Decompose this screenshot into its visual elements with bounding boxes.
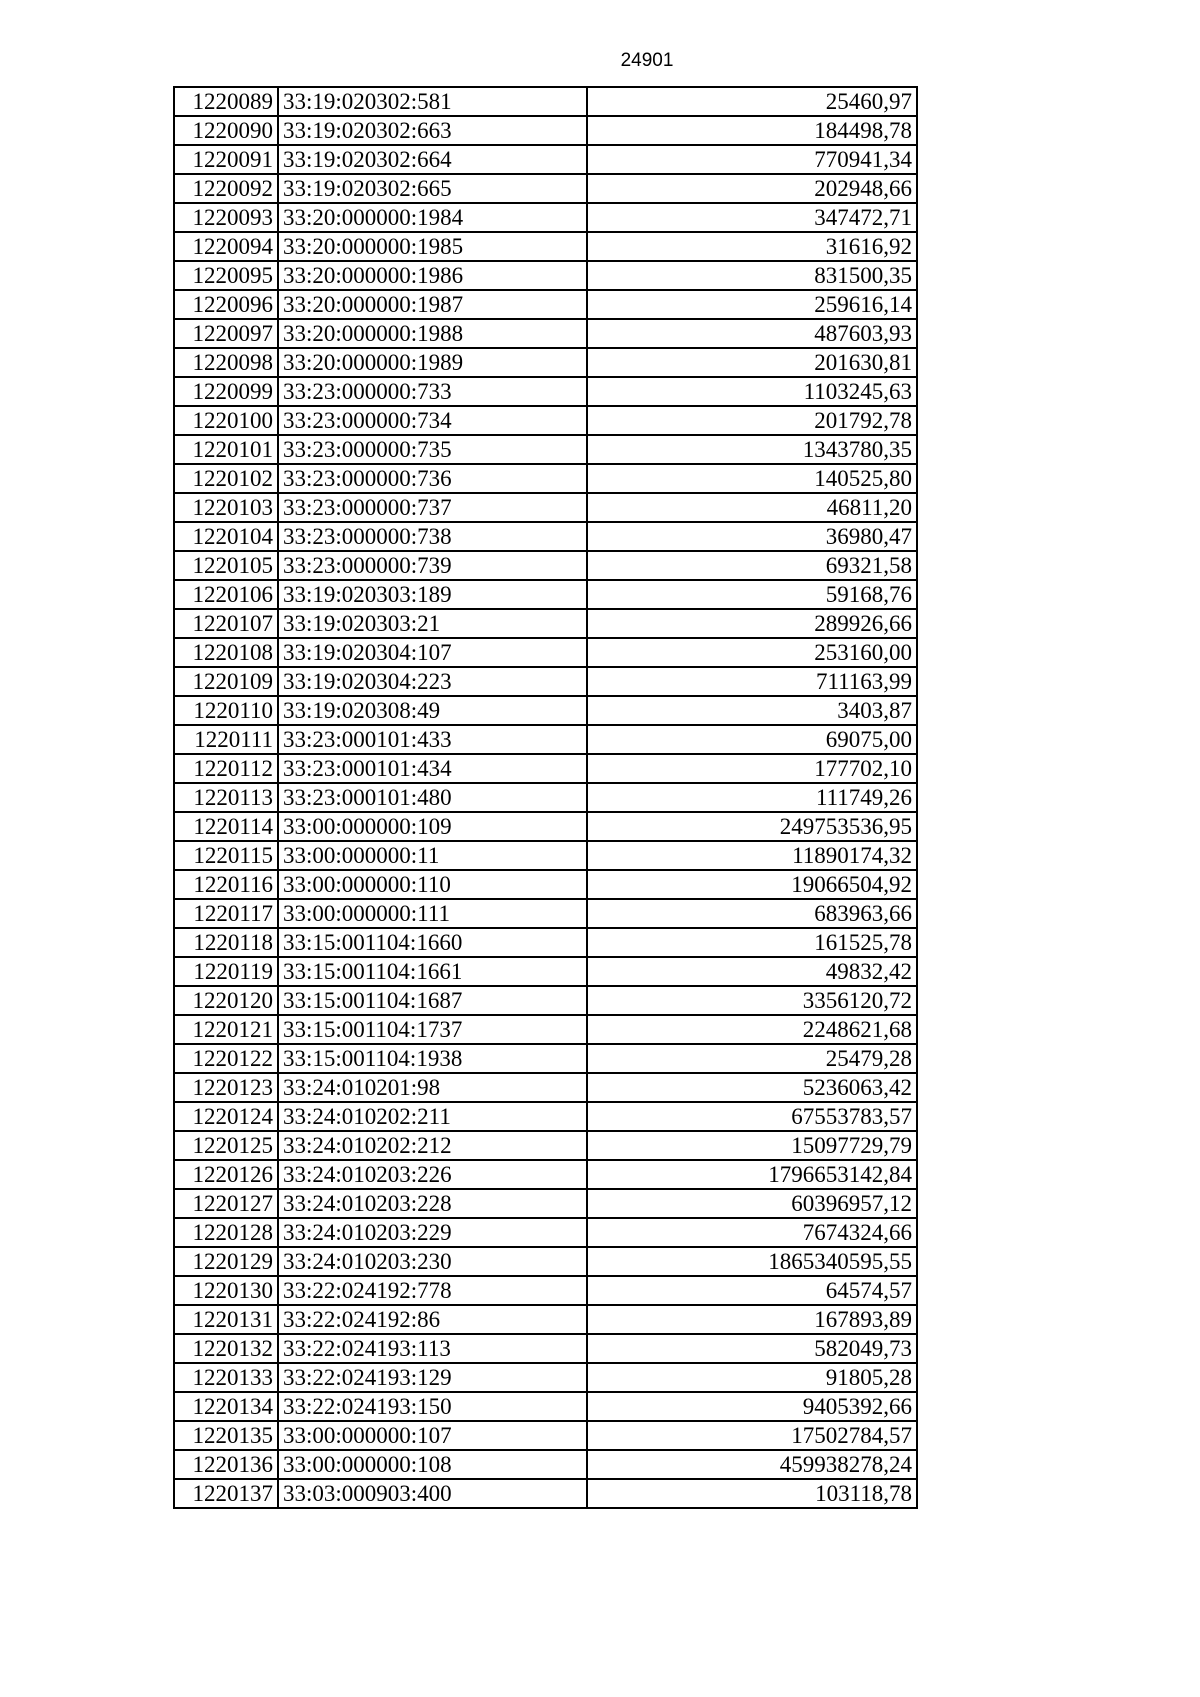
table-row [174, 522, 917, 551]
cadastral-value-cell: 60396957,12 [587, 1189, 917, 1218]
cadastral-value-cell: 17502784,57 [587, 1421, 917, 1450]
table-row [174, 696, 917, 725]
cadastral-value-cell: 7674324,66 [587, 1218, 917, 1247]
cadastral-value-cell: 347472,71 [587, 203, 917, 232]
cadastral-value-cell: 2248621,68 [587, 1015, 917, 1044]
cadastral-number-cell: 33:15:001104:1660 [278, 928, 587, 957]
table-row [174, 1276, 917, 1305]
page-number: 24901 [620, 50, 674, 71]
cadastral-number-cell: 33:20:000000:1986 [278, 261, 587, 290]
cadastral-number-cell: 33:24:010203:228 [278, 1189, 587, 1218]
table-row [174, 551, 917, 580]
cadastral-value-cell: 459938278,24 [587, 1450, 917, 1479]
cadastral-number-cell: 33:15:001104:1687 [278, 986, 587, 1015]
cadastral-number-cell: 33:19:020302:581 [278, 87, 587, 116]
cadastral-number-cell: 33:23:000000:738 [278, 522, 587, 551]
row-id-cell: 1220089 [174, 87, 278, 116]
cadastral-number-cell: 33:15:001104:1661 [278, 957, 587, 986]
table-row [174, 580, 917, 609]
row-id-cell: 1220101 [174, 435, 278, 464]
row-id-cell: 1220125 [174, 1131, 278, 1160]
cadastral-number-cell: 33:03:000903:400 [278, 1479, 587, 1508]
table-row [174, 609, 917, 638]
cadastral-number-cell: 33:22:024193:129 [278, 1363, 587, 1392]
cadastral-value-cell: 36980,47 [587, 522, 917, 551]
cadastral-value-cell: 1343780,35 [587, 435, 917, 464]
cadastral-number-cell: 33:23:000000:734 [278, 406, 587, 435]
cadastral-number-cell: 33:20:000000:1985 [278, 232, 587, 261]
cadastral-number-cell: 33:23:000000:737 [278, 493, 587, 522]
row-id-cell: 1220135 [174, 1421, 278, 1450]
cadastral-number-cell: 33:19:020303:189 [278, 580, 587, 609]
cadastral-value-cell: 111749,26 [587, 783, 917, 812]
cadastral-value-cell: 69075,00 [587, 725, 917, 754]
row-id-cell: 1220092 [174, 174, 278, 203]
row-id-cell: 1220100 [174, 406, 278, 435]
table-row [174, 667, 917, 696]
row-id-cell: 1220126 [174, 1160, 278, 1189]
cadastral-value-cell: 167893,89 [587, 1305, 917, 1334]
table-row [174, 1073, 917, 1102]
cadastral-number-cell: 33:19:020304:107 [278, 638, 587, 667]
table-row [174, 87, 917, 116]
row-id-cell: 1220095 [174, 261, 278, 290]
cadastral-number-cell: 33:20:000000:1987 [278, 290, 587, 319]
cadastral-number-cell: 33:20:000000:1984 [278, 203, 587, 232]
cadastral-value-cell: 1796653142,84 [587, 1160, 917, 1189]
cadastral-value-cell: 31616,92 [587, 232, 917, 261]
row-id-cell: 1220094 [174, 232, 278, 261]
table-row [174, 464, 917, 493]
row-id-cell: 1220113 [174, 783, 278, 812]
cadastral-number-cell: 33:00:000000:11 [278, 841, 587, 870]
row-id-cell: 1220093 [174, 203, 278, 232]
cadastral-value-cell: 11890174,32 [587, 841, 917, 870]
table-row [174, 1160, 917, 1189]
table-body [174, 87, 917, 1508]
cadastral-value-cell: 582049,73 [587, 1334, 917, 1363]
table-row [174, 1102, 917, 1131]
cadastral-value-cell: 683963,66 [587, 899, 917, 928]
cadastral-value-cell: 3403,87 [587, 696, 917, 725]
cadastral-value-cell: 140525,80 [587, 464, 917, 493]
cadastral-value-cell: 184498,78 [587, 116, 917, 145]
row-id-cell: 1220102 [174, 464, 278, 493]
row-id-cell: 1220132 [174, 1334, 278, 1363]
cadastral-number-cell: 33:15:001104:1938 [278, 1044, 587, 1073]
cadastral-number-cell: 33:24:010203:229 [278, 1218, 587, 1247]
cadastral-number-cell: 33:22:024192:778 [278, 1276, 587, 1305]
cadastral-value-cell: 46811,20 [587, 493, 917, 522]
cadastral-number-cell: 33:22:024193:150 [278, 1392, 587, 1421]
cadastral-value-cell: 711163,99 [587, 667, 917, 696]
row-id-cell: 1220103 [174, 493, 278, 522]
cadastral-value-cell: 249753536,95 [587, 812, 917, 841]
row-id-cell: 1220123 [174, 1073, 278, 1102]
cadastral-number-cell: 33:23:000000:736 [278, 464, 587, 493]
row-id-cell: 1220127 [174, 1189, 278, 1218]
table-row [174, 1218, 917, 1247]
row-id-cell: 1220128 [174, 1218, 278, 1247]
row-id-cell: 1220119 [174, 957, 278, 986]
table-row [174, 145, 917, 174]
row-id-cell: 1220117 [174, 899, 278, 928]
table-row [174, 754, 917, 783]
row-id-cell: 1220131 [174, 1305, 278, 1334]
table-row [174, 377, 917, 406]
row-id-cell: 1220108 [174, 638, 278, 667]
row-id-cell: 1220134 [174, 1392, 278, 1421]
cadastral-number-cell: 33:22:024192:86 [278, 1305, 587, 1334]
cadastral-value-cell: 1103245,63 [587, 377, 917, 406]
row-id-cell: 1220112 [174, 754, 278, 783]
cadastral-value-cell: 15097729,79 [587, 1131, 917, 1160]
row-id-cell: 1220137 [174, 1479, 278, 1508]
cadastral-number-cell: 33:23:000101:480 [278, 783, 587, 812]
cadastral-value-cell: 9405392,66 [587, 1392, 917, 1421]
row-id-cell: 1220124 [174, 1102, 278, 1131]
table-row [174, 1363, 917, 1392]
row-id-cell: 1220111 [174, 725, 278, 754]
cadastral-number-cell: 33:19:020304:223 [278, 667, 587, 696]
table-row [174, 261, 917, 290]
table-row [174, 1421, 917, 1450]
row-id-cell: 1220133 [174, 1363, 278, 1392]
row-id-cell: 1220136 [174, 1450, 278, 1479]
table-row [174, 1015, 917, 1044]
cadastral-value-cell: 161525,78 [587, 928, 917, 957]
table-row [174, 174, 917, 203]
cadastral-number-cell: 33:15:001104:1737 [278, 1015, 587, 1044]
row-id-cell: 1220098 [174, 348, 278, 377]
cadastral-number-cell: 33:00:000000:109 [278, 812, 587, 841]
table-row [174, 957, 917, 986]
table-row [174, 1305, 917, 1334]
table-row [174, 638, 917, 667]
cadastral-value-cell: 25479,28 [587, 1044, 917, 1073]
cadastral-number-cell: 33:19:020303:21 [278, 609, 587, 638]
cadastral-value-cell: 201792,78 [587, 406, 917, 435]
table-row [174, 232, 917, 261]
row-id-cell: 1220118 [174, 928, 278, 957]
cadastral-value-cell: 487603,93 [587, 319, 917, 348]
cadastral-value-cell: 202948,66 [587, 174, 917, 203]
table-row [174, 1247, 917, 1276]
row-id-cell: 1220096 [174, 290, 278, 319]
table-row [174, 1131, 917, 1160]
row-id-cell: 1220090 [174, 116, 278, 145]
cadastral-number-cell: 33:24:010203:226 [278, 1160, 587, 1189]
table-row [174, 203, 917, 232]
cadastral-value-cell: 59168,76 [587, 580, 917, 609]
cadastral-value-table [173, 86, 918, 1509]
cadastral-value-cell: 49832,42 [587, 957, 917, 986]
cadastral-value-cell: 67553783,57 [587, 1102, 917, 1131]
cadastral-value-cell: 3356120,72 [587, 986, 917, 1015]
cadastral-number-cell: 33:19:020308:49 [278, 696, 587, 725]
cadastral-number-cell: 33:19:020302:664 [278, 145, 587, 174]
cadastral-value-cell: 1865340595,55 [587, 1247, 917, 1276]
table-row [174, 783, 917, 812]
table-row [174, 870, 917, 899]
table-row [174, 319, 917, 348]
cadastral-number-cell: 33:24:010203:230 [278, 1247, 587, 1276]
row-id-cell: 1220099 [174, 377, 278, 406]
cadastral-number-cell: 33:23:000101:434 [278, 754, 587, 783]
cadastral-number-cell: 33:20:000000:1988 [278, 319, 587, 348]
row-id-cell: 1220109 [174, 667, 278, 696]
table-row [174, 725, 917, 754]
row-id-cell: 1220120 [174, 986, 278, 1015]
row-id-cell: 1220122 [174, 1044, 278, 1073]
row-id-cell: 1220097 [174, 319, 278, 348]
table-row [174, 841, 917, 870]
row-id-cell: 1220121 [174, 1015, 278, 1044]
row-id-cell: 1220115 [174, 841, 278, 870]
cadastral-number-cell: 33:23:000101:433 [278, 725, 587, 754]
table-row [174, 928, 917, 957]
cadastral-value-cell: 25460,97 [587, 87, 917, 116]
table-row [174, 812, 917, 841]
table-row [174, 435, 917, 464]
cadastral-value-cell: 103118,78 [587, 1479, 917, 1508]
table-row [174, 1189, 917, 1218]
table-row [174, 290, 917, 319]
table-row [174, 1479, 917, 1508]
cadastral-number-cell: 33:00:000000:107 [278, 1421, 587, 1450]
table-row [174, 116, 917, 145]
cadastral-number-cell: 33:20:000000:1989 [278, 348, 587, 377]
cadastral-number-cell: 33:00:000000:110 [278, 870, 587, 899]
cadastral-number-cell: 33:24:010201:98 [278, 1073, 587, 1102]
table-row [174, 493, 917, 522]
row-id-cell: 1220130 [174, 1276, 278, 1305]
cadastral-number-cell: 33:00:000000:108 [278, 1450, 587, 1479]
row-id-cell: 1220106 [174, 580, 278, 609]
cadastral-number-cell: 33:19:020302:665 [278, 174, 587, 203]
cadastral-value-cell: 253160,00 [587, 638, 917, 667]
cadastral-number-cell: 33:23:000000:735 [278, 435, 587, 464]
cadastral-number-cell: 33:24:010202:212 [278, 1131, 587, 1160]
cadastral-value-cell: 259616,14 [587, 290, 917, 319]
cadastral-number-cell: 33:23:000000:739 [278, 551, 587, 580]
row-id-cell: 1220129 [174, 1247, 278, 1276]
cadastral-value-cell: 91805,28 [587, 1363, 917, 1392]
table-row [174, 1334, 917, 1363]
cadastral-number-cell: 33:22:024193:113 [278, 1334, 587, 1363]
cadastral-value-cell: 177702,10 [587, 754, 917, 783]
row-id-cell: 1220110 [174, 696, 278, 725]
cadastral-value-cell: 770941,34 [587, 145, 917, 174]
row-id-cell: 1220105 [174, 551, 278, 580]
table-row [174, 1044, 917, 1073]
cadastral-value-cell: 289926,66 [587, 609, 917, 638]
cadastral-value-cell: 5236063,42 [587, 1073, 917, 1102]
row-id-cell: 1220116 [174, 870, 278, 899]
table-row [174, 986, 917, 1015]
row-id-cell: 1220114 [174, 812, 278, 841]
cadastral-number-cell: 33:23:000000:733 [278, 377, 587, 406]
cadastral-value-cell: 64574,57 [587, 1276, 917, 1305]
table-row [174, 1392, 917, 1421]
cadastral-value-cell: 831500,35 [587, 261, 917, 290]
cadastral-number-cell: 33:00:000000:111 [278, 899, 587, 928]
row-id-cell: 1220107 [174, 609, 278, 638]
cadastral-value-cell: 19066504,92 [587, 870, 917, 899]
table-row [174, 1450, 917, 1479]
row-id-cell: 1220104 [174, 522, 278, 551]
table-row [174, 348, 917, 377]
table-row [174, 406, 917, 435]
cadastral-value-cell: 69321,58 [587, 551, 917, 580]
cadastral-value-cell: 201630,81 [587, 348, 917, 377]
table-row [174, 899, 917, 928]
row-id-cell: 1220091 [174, 145, 278, 174]
cadastral-number-cell: 33:24:010202:211 [278, 1102, 587, 1131]
cadastral-number-cell: 33:19:020302:663 [278, 116, 587, 145]
